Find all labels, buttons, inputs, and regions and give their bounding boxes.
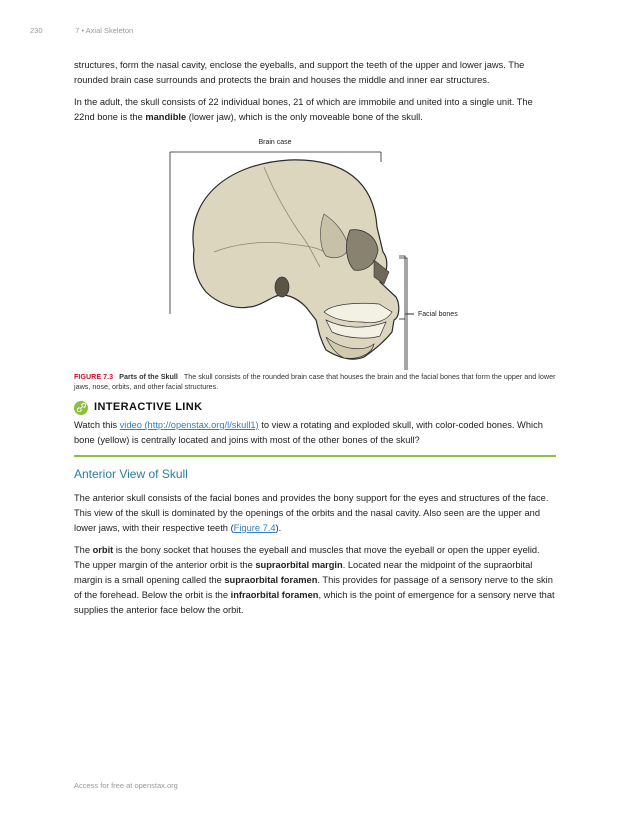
text-run: In the adult, the skull consists of 22 individual bones, 21 of which are immobile and united into a single unit. The 22nd bone is the [74,97,533,122]
interactive-link-title: INTERACTIVE LINK [94,401,203,413]
text-run: (lower jaw), which is the only moveable bone of the skull. [186,112,423,122]
text-run: , which is the point of emergence for a sensory nerve that supplies the anterior face below the orbit. [74,590,555,615]
skull-drawing [193,160,399,359]
footer: Access for free at openstax.org [74,781,178,790]
text-run: Watch this [74,420,120,430]
term-supraorbital-foramen: supraorbital foramen [224,575,318,585]
text-run: ). [275,523,282,533]
section-paragraph-1 [74,491,556,536]
text-run: . Located near the midpoint of the supraorbital margin is a small opening called the [74,560,533,585]
figure-title: Parts of the Skull [119,372,178,381]
figure-caption [74,372,556,392]
term-orbit: orbit [92,545,114,555]
link-icon [74,401,88,415]
text-run: to view a rotating and exploded skull, with color-coded bones. Which bone (yellow) is centrally located and joins with most of the other bones of the skull? [74,420,543,445]
video-link[interactable]: video (http://openstax.org/l/skull1) [119,420,259,430]
intro-paragraph-2 [74,95,556,125]
section-heading: Anterior View of Skull [74,467,188,481]
skull-figure [74,132,556,370]
caption-text: The skull consists of the rounded brain case that houses the brain and the facial bones that form the upper and lower jaws, nose, orbits, and other facial structures. [74,372,556,391]
page-number: 230 [30,26,43,35]
section-divider [74,455,556,457]
label-brain-case: Brain case [258,139,292,146]
intro-paragraph-1: structures, form the nasal cavity, enclose the eyeballs, and support the teeth of the upper and lower jaws. The rounded brain case surrounds and protects the brain and houses the middle and inner ear structures. [74,60,525,85]
text-run: The anterior skull consists of the facial bones and provides the bony support for the eyes and structures of the face. This view of the skull is dominated by the openings of the orbits and the nasal cavity. Also seen are the upper and lower jaws, with their respective teeth ( [74,493,549,533]
running-header [30,26,133,35]
term-supraorbital-margin: supraorbital margin [255,560,343,570]
label-facial-bones: Facial bones [418,311,458,318]
chapter-title: 7 • Axial Skeleton [75,26,134,35]
text-run: is the bony socket that houses the eyeball and muscles that move the eyeball or open the upper eyelid. The upper margin of the anterior orbit is the [74,545,540,570]
section-paragraph-2 [74,543,556,618]
page-content [74,58,556,625]
term-infraorbital-foramen: infraorbital foramen [230,590,319,600]
text-run: The [74,545,93,555]
skull-illustration [74,132,556,370]
text-run: . This provides for passage of a sensory nerve to the skin of the forehead. Below the orbit is the [74,575,553,600]
interactive-link-text [74,418,556,448]
interactive-link-header [74,400,556,415]
figure-7-4-link[interactable]: Figure 7.4 [233,523,276,533]
figure-number: FIGURE 7.3 [74,372,114,381]
term-mandible: mandible [145,112,187,122]
